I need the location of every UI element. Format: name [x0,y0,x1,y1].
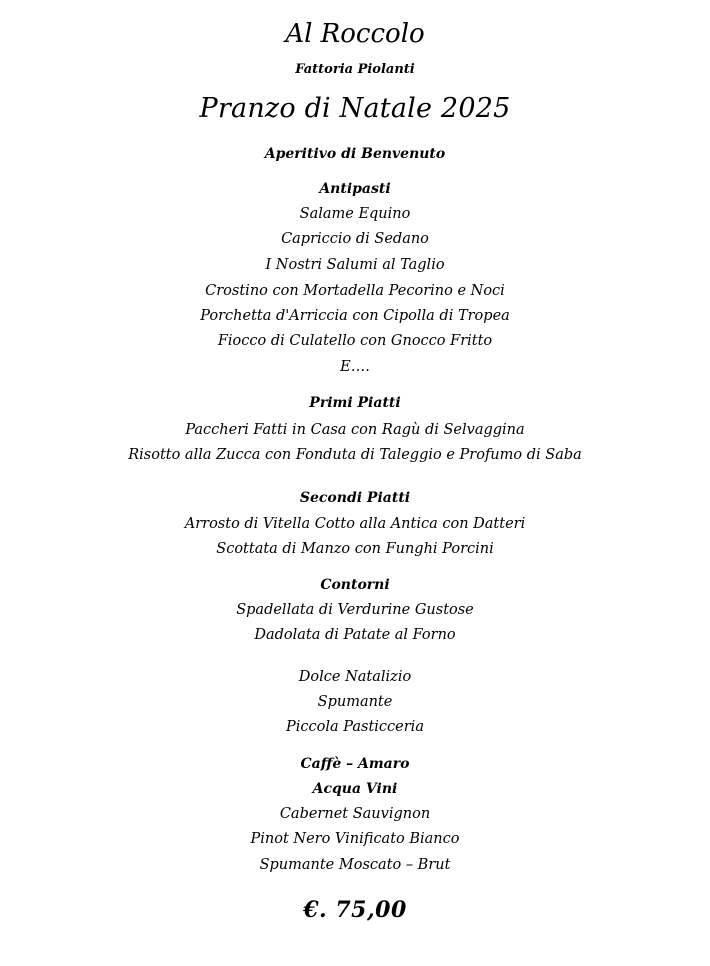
farm-name: Fattoria Piolanti [295,62,415,77]
antipasti-item: I Nostri Salumi al Taglio [265,257,445,273]
dolci-item: Piccola Pasticceria [286,719,424,735]
caffe-heading: Caffè – Amaro [300,756,410,772]
antipasti-item: Fiocco di Culatello con Gnocco Fritto [217,333,493,349]
vini-heading: Acqua Vini [312,781,398,797]
primi-item: Risotto alla Zucca con Fonduta di Taleggio e Profumo di Saba [128,447,582,463]
vini-item: Spumante Moscato – Brut [259,857,451,873]
antipasti-item: E…. [340,359,370,375]
price: €. 75,00 [303,897,407,923]
contorni-item: Dadolata di Patate al Forno [254,627,456,643]
event-title: Pranzo di Natale 2025 [199,93,511,124]
contorni-item: Spadellata di Verdurine Gustose [236,602,474,618]
primi-heading: Primi Piatti [309,395,401,411]
secondi-item: Arrosto di Vitella Cotto alla Antica con Datteri [184,516,526,532]
antipasti-item: Crostino con Mortadella Pecorino e Noci [205,283,505,299]
vini-item: Pinot Nero Vinificato Bianco [250,831,460,847]
antipasti-item: Salame Equino [299,206,411,222]
restaurant-name: Al Roccolo [285,19,425,49]
antipasti-heading: Antipasti [319,181,391,197]
antipasti-item: Porchetta d'Arriccia con Cipolla di Tropea [200,308,510,324]
secondi-heading: Secondi Piatti [299,490,411,506]
secondi-item: Scottata di Manzo con Funghi Porcini [216,541,494,557]
aperitivo-heading: Aperitivo di Benvenuto [264,146,446,162]
antipasti-item: Capriccio di Sedano [281,231,429,247]
dolci-item: Dolce Natalizio [298,669,412,685]
vini-item: Cabernet Sauvignon [279,806,431,822]
primi-item: Paccheri Fatti in Casa con Ragù di Selvaggina [185,422,525,438]
dolci-item: Spumante [317,694,393,710]
contorni-heading: Contorni [320,577,390,593]
